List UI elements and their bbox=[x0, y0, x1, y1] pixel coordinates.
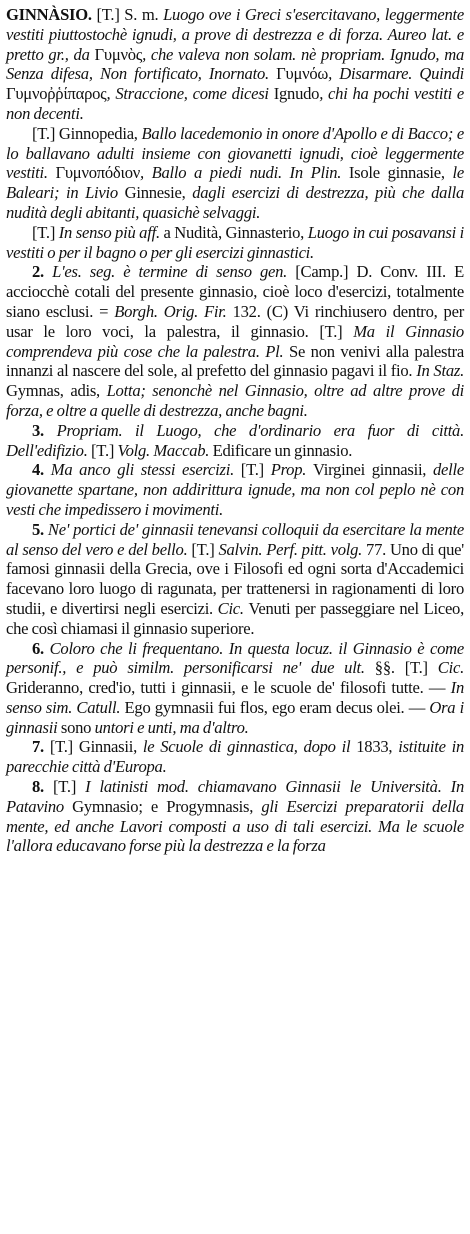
text-run: Salvin. Perf. pitt. volg. bbox=[218, 539, 367, 559]
text-run: 132. (C) Vi rinchiusero dentro, per usar le loro voci, la palestra, il ginnasio. [T.] bbox=[6, 301, 464, 341]
text-run: [Camp.] D. Conv. III. bbox=[295, 262, 455, 282]
text-run: gli Esercizi preparatorii della mente, ed anche Lavori composti a uso di tali esercizi. Ma le scuole l'allora educavano forse più la destrezza e la forza bbox=[6, 796, 464, 856]
text-run: Volg. Maccab. bbox=[117, 440, 213, 460]
sense-8 bbox=[6, 777, 464, 856]
text-run: Ma il Ginnasio comprendeva più cose che la palestra. Pl. bbox=[6, 321, 464, 361]
headword: GINNÀSIO. bbox=[6, 5, 92, 24]
text-run: [T.] bbox=[53, 777, 86, 797]
text-run: , che valeva non solam. nè propriam. Ignudo, ma Senza difesa, Non fortificato, Inornato. bbox=[6, 44, 464, 84]
sense-6 bbox=[6, 639, 464, 738]
text-run: Gymnasio; e Progymnasis, bbox=[72, 796, 262, 816]
text-run: Cic. bbox=[437, 658, 464, 678]
sense-number: 3. bbox=[32, 420, 57, 440]
sense-number: 5. bbox=[32, 519, 48, 539]
text-run: Γυμνοπόδιον bbox=[55, 163, 141, 183]
sense-4 bbox=[6, 460, 464, 519]
text-run: Ora i ginnasii bbox=[6, 697, 464, 737]
text-run: Ma anco gli stessi esercizi. bbox=[50, 460, 241, 480]
text-run: Ignudo bbox=[273, 84, 320, 104]
text-run: Lotta; senonchè nel Ginnasio, oltre ad altre prove di forza, e oltre a quelle di destrezza, anche bagni. bbox=[6, 381, 464, 420]
text-run: Γυμνὸς bbox=[94, 44, 143, 64]
text-run: Isole ginnasie, bbox=[348, 163, 453, 183]
text-run: delle giovanette spartane, non addirittura ignude, ma non col peplo nè con vesti che impedissero i movimenti. bbox=[6, 460, 464, 519]
text-run: Ballo lacedemonio in onore d'Apollo e di Bacco; e lo ballavano adulti insieme con giovanetti ignudi, cioè leggermente vestiti. bbox=[6, 123, 464, 183]
text-run: a Nudità, Ginnasterio, bbox=[163, 222, 308, 242]
text-run: [T.] Ginnopedia, bbox=[32, 123, 142, 143]
text-run: [T.] Ginnasii, bbox=[49, 737, 143, 757]
text-run: Edificare un ginnasio. bbox=[212, 440, 353, 460]
text-run: Gymnas, adis, bbox=[6, 381, 107, 401]
text-run: , Straccione, come dicesi bbox=[106, 84, 274, 104]
sense-number: 4. bbox=[32, 460, 51, 480]
sense-5 bbox=[6, 520, 464, 639]
text-run: Ego gymnasii fui flos, ego eram decus olei. — bbox=[124, 697, 430, 717]
text-run: Γυμνοῤῥίπαρος bbox=[6, 84, 107, 104]
text-run: [T.] bbox=[91, 440, 118, 460]
text-run: [T.] bbox=[191, 539, 219, 559]
text-run: Luogo ove i Greci s'esercitavano, leggermente vestiti piuttostochè ignudi, a prove di destrezza e di forza. Aureo lat. e pretto gr., da bbox=[6, 5, 464, 64]
text-run: istituite in parecchie città d'Europa. bbox=[6, 737, 465, 777]
sub-entry-ginnopedia bbox=[6, 124, 464, 223]
text-run: In senso sim. Catull. bbox=[6, 678, 464, 717]
text-run: Luogo in cui posavansi i vestiti o per il bagno o per gli esercizi ginnastici. bbox=[6, 222, 464, 262]
text-run: le Scuole di ginnastica, dopo il bbox=[142, 737, 357, 757]
text-run: Se non venivi alla palestra innanzi al nascere del sole, al prefetto del ginnasio pagavi il fio. bbox=[6, 341, 464, 381]
text-run: Γυμνόω bbox=[276, 64, 329, 84]
text-run: §§. [T.] bbox=[374, 658, 438, 678]
dictionary-page bbox=[6, 5, 464, 856]
text-run: E acciocchè cotali del presente ginnasio, cioè loco d'esercizi, totalmente siano esclusi. = bbox=[6, 262, 464, 321]
entry-main bbox=[6, 5, 464, 124]
text-run: I latinisti mod. chiamavano Ginnasii le Università. In Patavino bbox=[6, 777, 464, 816]
text-run: Prop. bbox=[270, 460, 313, 480]
text-run: sono bbox=[60, 717, 95, 737]
sense-3 bbox=[6, 421, 464, 461]
text-run: [T.] S. m. bbox=[91, 5, 164, 24]
text-run: Venuti per passeggiare nel Liceo, che così chiamasi il ginnasio superiore. bbox=[6, 598, 464, 638]
text-run: Coloro che li frequentano. In questa locuz. il Ginnasio è come personif., e può similm. personificarsi ne' due ult. bbox=[6, 638, 464, 678]
text-run: , chi ha pochi vestiti e non decenti. bbox=[6, 84, 464, 123]
text-run: L'es. seg. è termine di senso gen. bbox=[52, 262, 296, 282]
text-run: Borgh. Orig. Fir. bbox=[114, 301, 233, 321]
sense-7 bbox=[6, 737, 464, 777]
text-run: 77. Uno di que' famosi ginnasii della Grecia, ove i Filosofi ed ogni sorta d'Accademici facevano loro luogo di ragunata, per trattenersi in ragionamenti di loro studii, e divertirsi negli esercizi. bbox=[6, 539, 464, 618]
text-run: In Staz. bbox=[416, 361, 464, 381]
text-run: dagli esercizi di destrezza, più che dalla nudità degli abitanti, quasichè selvaggi. bbox=[6, 183, 464, 222]
sense-number: 8. bbox=[32, 777, 53, 797]
sense-number: 6. bbox=[32, 638, 50, 658]
sense-2 bbox=[6, 262, 464, 420]
text-run: , Disarmare. Quindi bbox=[328, 64, 465, 84]
text-run: Cic. bbox=[217, 598, 249, 618]
text-run: 1833, bbox=[356, 737, 399, 757]
text-run: In senso più aff. bbox=[58, 222, 164, 242]
sense-number: 2. bbox=[32, 262, 53, 282]
text-run: Propriam. il Luogo, che d'ordinario era fuor di città. Dell'edifizio. bbox=[6, 420, 465, 460]
sub-entry-nudita bbox=[6, 223, 464, 263]
text-run: Virginei ginnasii, bbox=[312, 460, 433, 480]
sense-number: 7. bbox=[32, 737, 50, 757]
text-run: Grideranno, cred'io, tutti i ginnasii, e le scuole de' filosofi tutte. — bbox=[6, 678, 451, 698]
text-run: le Baleari; in Livio bbox=[6, 163, 464, 203]
text-run: , Ballo a piedi nudi. In Plin. bbox=[140, 163, 349, 183]
text-run: [T.] bbox=[32, 222, 59, 242]
text-run: [T.] bbox=[240, 460, 271, 480]
text-run: Ginnesie, bbox=[124, 183, 193, 203]
text-run: Ne' portici de' ginnasii tenevansi colloquii da esercitare la mente al senso del vero e del bello. bbox=[6, 519, 464, 559]
text-run: untori e unti, ma d'altro. bbox=[94, 717, 249, 737]
